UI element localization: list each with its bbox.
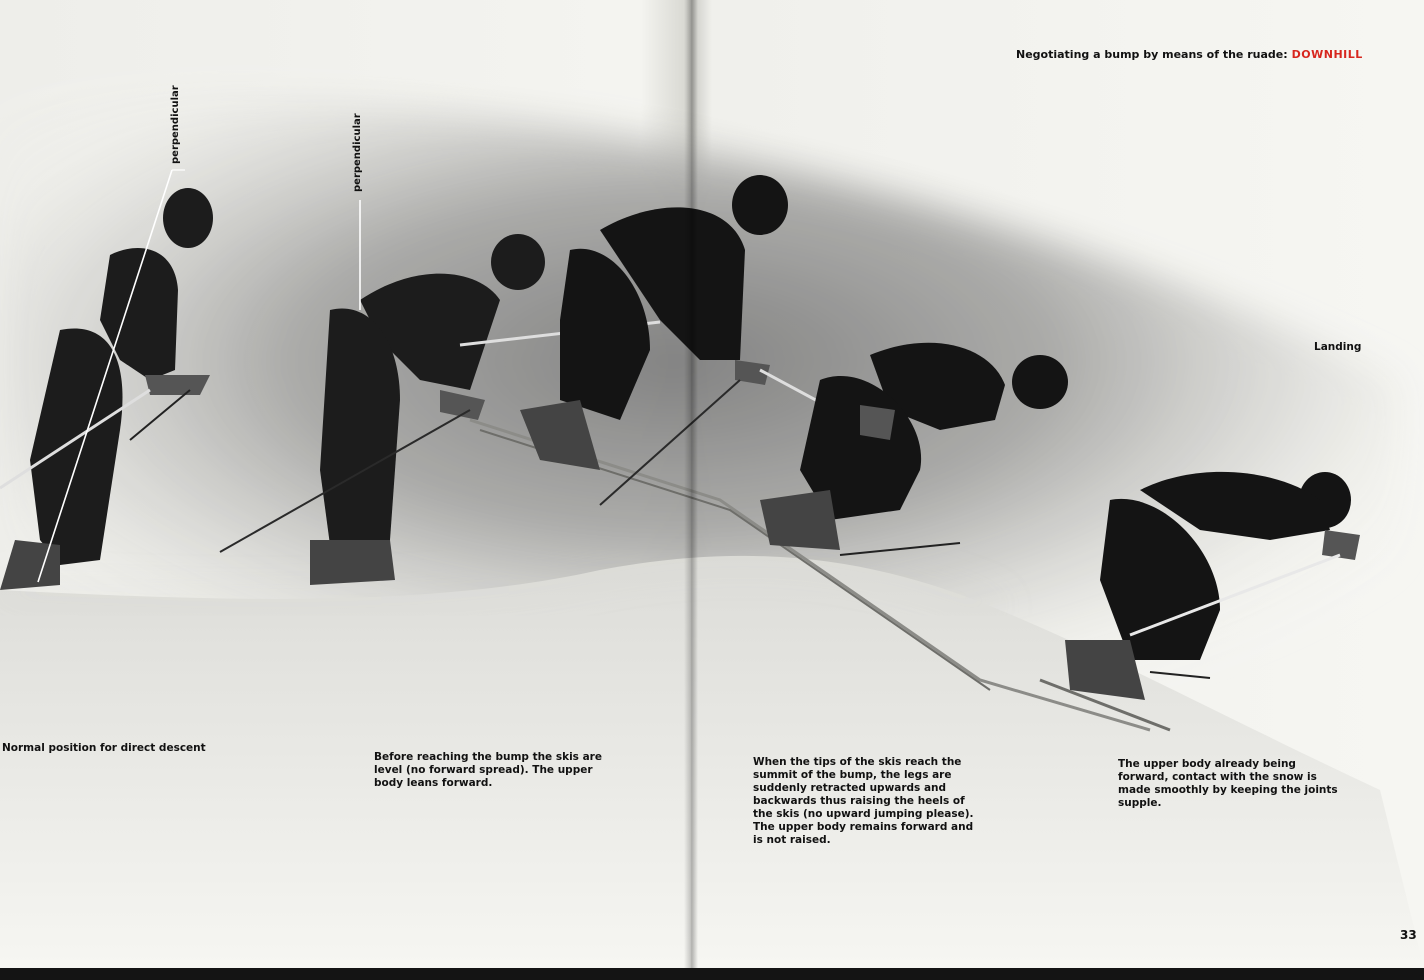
page-number: 33 — [1400, 928, 1417, 942]
landing-label: Landing — [1314, 341, 1362, 353]
book-gutter — [684, 0, 698, 968]
header-highlight: DOWNHILL — [1291, 48, 1363, 61]
scan-edge — [0, 968, 1424, 980]
caption-tips-summit: When the tips of the skis reach the summit of the bump, the legs are suddenly retracted upwards and backwards thus raising the heels of the skis (no upward jumping please). The upper body remains forward and is not raised. — [753, 756, 974, 846]
caption-upper-body: The upper body already being forward, contact with the snow is made smoothly by keeping the joints supple. — [1118, 758, 1338, 809]
caption-normal-position: Normal position for direct descent — [2, 742, 206, 754]
header-text: Negotiating a bump by means of the ruade: — [1016, 48, 1288, 61]
caption-before-bump: Before reaching the bump the skis are level (no forward spread). The upper body leans forward. — [374, 751, 602, 789]
perpendicular-label-2: perpendicular — [352, 113, 363, 192]
perpendicular-label-1: perpendicular — [170, 85, 181, 164]
page-header — [1016, 48, 1363, 61]
